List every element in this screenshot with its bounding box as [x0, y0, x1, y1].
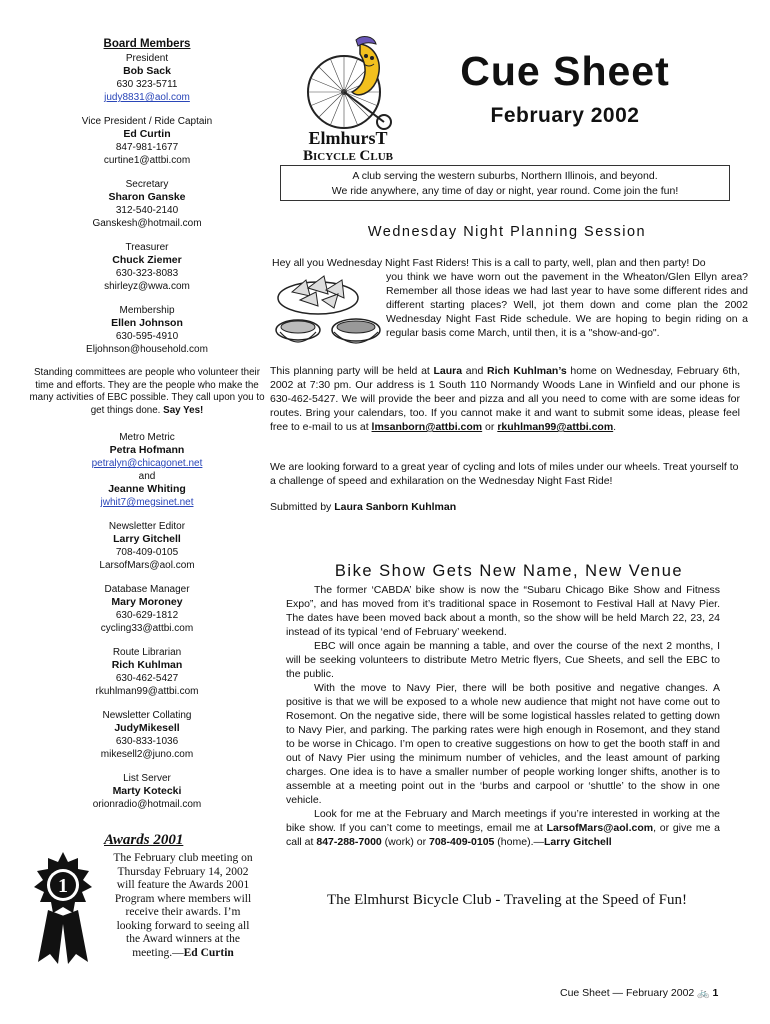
host-name-1: Laura — [433, 365, 463, 377]
article1-p1-line1: Hey all you Wednesday Night Fast Riders! This is a call to party, well, plan and then party! Do — [272, 257, 706, 269]
text-run: and — [462, 365, 487, 377]
member-database-manager — [30, 583, 264, 635]
member-role: Database Manager — [104, 584, 190, 595]
email-link-1[interactable]: lmsanborn@attbi.com — [371, 421, 483, 433]
logo-line1: ElmhursT — [308, 128, 388, 148]
member-role: List Server — [123, 773, 171, 784]
member-and: and — [138, 471, 156, 482]
member-email: cycling33@attbi.com — [100, 623, 194, 634]
member-phone: 630-595-4910 — [115, 331, 179, 342]
member-role: Membership — [119, 305, 175, 316]
member-name: Mary Moroney — [111, 596, 183, 608]
article1-p3: We are looking forward to a great year of cycling and lots of miles under our wheels. Treat yourself to a challenge of speed and exhilaration on the Wednesday Night Fast Ride! — [270, 461, 739, 487]
page-number: 1 — [712, 987, 719, 999]
member-name: Petra Hofmann — [109, 444, 185, 456]
member-phone: 630-462-5427 — [115, 673, 179, 684]
committee-note — [26, 367, 268, 417]
member-role: Route Librarian — [112, 647, 182, 658]
text-run: , or give me a call at — [286, 822, 720, 848]
text-run: (work) or — [381, 836, 429, 848]
article1-submitted — [270, 500, 740, 514]
member-name: Jeanne Whiting — [108, 483, 186, 495]
article1-p1-rest: you think we have worn out the pavement in the Wheaton/Glen Ellyn area? Remember all those ideas we had last year to have some different rides and different starting places? Well, jot them down and come plan the 2002 Wednesday Night Fast Ride schedule. We are hoping to begin riding on a regular basis come March, until then, it is a "show-and-go". — [386, 271, 748, 339]
article2-p1: The former ‘CABDA’ bike show is now the “Subaru Chicago Bike Show and Fitness Expo”, and has moved from it’s traditional space in Rosemont to Festival Hall at Navy Pier. The dates have been moved back about a month, so the show will be held March 22, 23, 24 instead of its typical ‘end of February’ weekend. — [286, 584, 720, 638]
article2-p2: EBC will once again be manning a table, and over the course of the next 2 months, I will be seeking volunteers to distribute Metro Metric flyers, Cue Sheets, and sell the EBC to the public. — [286, 640, 720, 680]
logo-line2: Bicycle Club — [303, 148, 393, 162]
member-list-server — [30, 772, 264, 811]
board-heading: Board Members — [103, 38, 191, 50]
phone-home: 708-409-0105 — [429, 836, 495, 848]
member-email: orionradio@hotmail.com — [92, 799, 202, 810]
member-email-link[interactable]: jwhit7@megsinet.net — [100, 497, 194, 508]
club-tagline: The Elmhurst Bicycle Club - Traveling at the Speed of Fun! — [327, 892, 687, 908]
page-footer — [560, 987, 718, 999]
awards-title: Awards 2001 — [104, 832, 184, 848]
member-role: Newsletter Editor — [108, 521, 186, 532]
text-run: or — [482, 421, 498, 433]
member-email: curtine1@attbi.com — [103, 155, 191, 166]
text-run: . — [613, 421, 617, 433]
member-name: Ed Curtin — [123, 128, 171, 140]
page-title: Cue Sheet — [460, 48, 670, 94]
footer-text: Cue Sheet — February 2002 — [560, 987, 698, 999]
member-name: Bob Sack — [123, 65, 171, 77]
intro-line1: A club serving the western suburbs, Northern Illinois, and beyond. — [352, 170, 658, 182]
host-name-2: Rich Kuhlman’s — [487, 365, 567, 377]
snacks-illustration — [272, 272, 384, 354]
article2-signature: Larry Gitchell — [543, 836, 612, 848]
bicycle-icon: 🚲 — [697, 988, 710, 999]
article2-p3: With the move to Navy Pier, there will be both positive and negative changes. A positive is that we will be exposed to a whole new audience that might not have come out to Rosemont. On the negative side, there will be some logistical hassles related to getting down to Navy Pier, and parking. The parking rates were high enough in Rosemont, and they stand to be worse in Chicago. I’m open to creative suggestions on how to get the booth staff in and out of Navy Pier using the minimum number of vehicles, and the least amount of parking charges. One idea is to have a smaller number of people working longer shifts, another is to assemble at a meeting point out in the ‘burbs and carpool or ‘shuttle’ to the show in one vehicle. — [286, 682, 720, 806]
award-ribbon-number: 1 — [58, 875, 68, 897]
awards-body: The February club meeting on Thursday February 14, 2002 will feature the Awards 2001 Program where members will receive their awards. I’m looking forward to seeing all the Award winners at the meeting.— — [113, 852, 253, 959]
board-sidebar — [30, 38, 264, 822]
article1-title: Wednesday Night Planning Session — [367, 224, 647, 240]
member-role: Secretary — [125, 179, 169, 190]
member-treasurer — [30, 241, 264, 293]
member-name: Marty Kotecki — [112, 785, 182, 797]
member-president — [30, 52, 264, 104]
member-role: Newsletter Collating — [102, 710, 192, 721]
member-metro-metric — [30, 431, 264, 509]
member-email: Eljohnson@household.com — [86, 344, 208, 355]
member-name: Sharon Ganske — [108, 191, 186, 203]
text-run: This planning party will be held at — [270, 365, 434, 377]
email-link-2[interactable]: rkuhlman99@attbi.com — [497, 421, 614, 433]
intro-line2: We ride anywhere, any time of day or night, year round. Come join the fun! — [331, 185, 679, 197]
text-run: (home).— — [494, 836, 544, 848]
submitted-label: Submitted by — [270, 501, 335, 513]
awards-signature: Ed Curtin — [183, 946, 234, 959]
article2-title: Bike Show Gets New Name, New Venue — [334, 562, 684, 580]
awards-box — [30, 832, 252, 974]
committee-text: Standing committees are people who volunteer their time and efforts. They are the people who make the many activities of EBC possible. They call upon you to get things done. — [29, 367, 265, 416]
award-ribbon-icon — [30, 850, 96, 966]
text-run: home on Wednesday, February 6th, 2002 at 7:30 pm. Our address is 1 South 110 Normandy Woods Lane in Winfield and our phone is 630-462-5427. We will provide the beer and pizza and all you need to come with are some ideas for routes. Bring your calendars, too. If you cannot make it and want to submit some ideas, please feel free to e-mail to us at — [270, 365, 740, 433]
member-role: Metro Metric — [119, 432, 175, 443]
member-newsletter-collating — [30, 709, 264, 761]
issue-date: February 2002 — [490, 104, 640, 127]
text-run: Look for me at the February and March meetings if you’re interested in working at the bike show. If you can’t come to meetings, email me at — [286, 808, 720, 834]
member-name: Rich Kuhlman — [111, 659, 183, 671]
member-membership — [30, 304, 264, 356]
member-role: Treasurer — [125, 242, 169, 253]
member-route-librarian — [30, 646, 264, 698]
member-name: Chuck Ziemer — [112, 254, 182, 266]
phone-work: 847-288-7000 — [316, 836, 382, 848]
member-name: JudyMikesell — [114, 722, 180, 734]
committee-say-yes: Say Yes! — [163, 404, 204, 416]
member-vice-president — [30, 115, 264, 167]
awards-text — [110, 852, 256, 960]
member-email-link[interactable]: judy8831@aol.com — [104, 92, 190, 103]
member-email: shirleyz@wwa.com — [104, 281, 190, 292]
member-phone: 630-833-1036 — [115, 736, 179, 747]
member-newsletter-editor — [30, 520, 264, 572]
member-phone: 630-323-8083 — [115, 268, 179, 279]
member-secretary — [30, 178, 264, 230]
article1-p2 — [270, 364, 740, 434]
member-phone: 630 323-5711 — [116, 79, 178, 90]
article2-p4 — [286, 807, 720, 849]
member-email: Ganskesh@hotmail.com — [92, 218, 202, 229]
submitted-name: Laura Sanborn Kuhlman — [334, 501, 457, 513]
member-name: Larry Gitchell — [113, 533, 181, 545]
member-email: mikesell2@juno.com — [100, 749, 194, 760]
member-role: President — [125, 53, 169, 64]
email-link[interactable]: LarsofMars@aol.com — [546, 822, 654, 834]
member-name: Ellen Johnson — [111, 317, 183, 329]
member-phone: 312-540-2140 — [115, 205, 179, 216]
intro-box — [280, 165, 730, 201]
member-email-link[interactable]: petralyn@chicagonet.net — [91, 458, 203, 469]
member-email: rkuhlman99@attbi.com — [95, 686, 199, 697]
member-email: LarsofMars@aol.com — [99, 560, 195, 571]
article2-body — [286, 583, 720, 849]
member-role: Vice President / Ride Captain — [81, 116, 213, 127]
member-phone: 708-409-0105 — [115, 547, 179, 558]
member-phone: 630-629-1812 — [115, 610, 179, 621]
club-logo — [272, 34, 424, 162]
member-phone: 847-981-1677 — [115, 142, 179, 153]
